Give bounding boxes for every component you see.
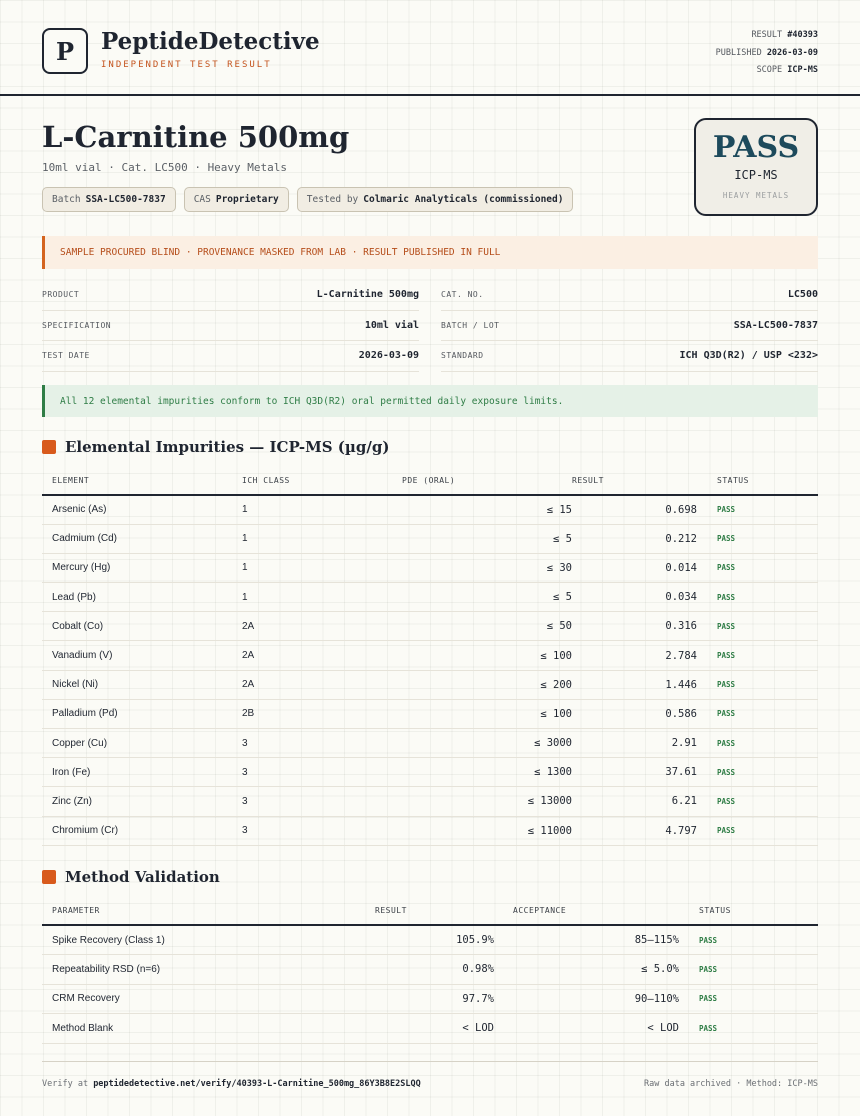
status-badge: PASS — [679, 984, 818, 1014]
table-row — [42, 583, 818, 612]
parameter-name: Spike Recovery (Class 1) — [42, 925, 302, 955]
pde-limit: ≤ 100 — [402, 699, 572, 728]
table-row — [42, 787, 818, 816]
pde-limit: ≤ 1300 — [402, 758, 572, 787]
acceptance-range: 85–115% — [494, 925, 679, 955]
verify-link[interactable]: peptidedetective.net/verify/40393-L-Carnitine_500mg_86Y3B8E2SLQQ — [93, 1078, 421, 1089]
conformance-banner: All 12 elemental impurities conform to ICH Q3D(R2) oral permitted daily exposure limits. — [42, 385, 818, 417]
table-row — [42, 495, 818, 524]
ich-class: 2B — [242, 699, 402, 728]
acceptance-range: ≤ 5.0% — [494, 955, 679, 985]
element-name: Cadmium (Cd) — [42, 524, 242, 553]
result-value: 1.446 — [572, 670, 697, 699]
element-name: Copper (Cu) — [42, 729, 242, 758]
chip-batch: Batch SSA-LC500-7837 — [42, 187, 176, 212]
table-row — [42, 925, 818, 955]
result-value: 2.91 — [572, 729, 697, 758]
pass-stamp — [694, 118, 818, 216]
table-row — [42, 553, 818, 582]
table-row — [42, 816, 818, 845]
ich-class: 3 — [242, 729, 402, 758]
pde-limit: ≤ 100 — [402, 641, 572, 670]
result-value: 6.21 — [572, 787, 697, 816]
chip-cas: CAS Proprietary — [184, 187, 289, 212]
table-row — [42, 670, 818, 699]
status-badge: PASS — [697, 495, 818, 524]
acceptance-range: 90–110% — [494, 984, 679, 1014]
ich-class: 2A — [242, 670, 402, 699]
pde-limit: ≤ 3000 — [402, 729, 572, 758]
table-row — [42, 729, 818, 758]
brand-tagline: INDEPENDENT TEST RESULT — [101, 60, 272, 70]
info-test-date: TEST DATE 2026-03-09 — [42, 341, 419, 372]
result-value: 0.586 — [572, 699, 697, 728]
status-badge: PASS — [697, 787, 818, 816]
status-badge: PASS — [697, 553, 818, 582]
result-value: 97.7% — [302, 984, 494, 1014]
table-row — [42, 641, 818, 670]
status-badge: PASS — [697, 729, 818, 758]
col-pde: PDE (ORAL) — [402, 466, 572, 495]
col-result: RESULT — [572, 466, 697, 495]
result-value: 0.014 — [572, 553, 697, 582]
col-parameter: PARAMETER — [42, 896, 302, 925]
section-marker-icon — [42, 440, 56, 454]
product-subtitle: 10ml vial · Cat. LC500 · Heavy Metals — [42, 161, 288, 174]
ich-class: 2A — [242, 641, 402, 670]
col-acceptance: ACCEPTANCE — [494, 896, 679, 925]
ich-class: 3 — [242, 758, 402, 787]
result-value: 0.98% — [302, 955, 494, 985]
table-row — [42, 699, 818, 728]
result-value: < LOD — [302, 1014, 494, 1044]
col-ich-class: ICH CLASS — [242, 466, 402, 495]
validation-table — [42, 896, 818, 1044]
pde-limit: ≤ 11000 — [402, 816, 572, 845]
element-name: Vanadium (V) — [42, 641, 242, 670]
info-specification: SPECIFICATION 10ml vial — [42, 311, 419, 342]
parameter-name: Repeatability RSD (n=6) — [42, 955, 302, 985]
result-value: 37.61 — [572, 758, 697, 787]
pde-limit: ≤ 15 — [402, 495, 572, 524]
pde-limit: ≤ 200 — [402, 670, 572, 699]
status-badge: PASS — [697, 641, 818, 670]
element-name: Chromium (Cr) — [42, 816, 242, 845]
acceptance-range: < LOD — [494, 1014, 679, 1044]
product-title: L-Carnitine 500mg — [42, 120, 350, 154]
ich-class: 1 — [242, 553, 402, 582]
element-name: Lead (Pb) — [42, 583, 242, 612]
parameter-name: CRM Recovery — [42, 984, 302, 1014]
validation-heading: Method Validation — [42, 868, 220, 886]
status-badge: PASS — [679, 955, 818, 985]
info-cat-no: CAT. NO. LC500 — [441, 280, 818, 311]
status-badge: PASS — [697, 816, 818, 845]
result-value: 4.797 — [572, 816, 697, 845]
info-product: PRODUCT L-Carnitine 500mg — [42, 280, 419, 311]
status-badge: PASS — [697, 670, 818, 699]
col-element: ELEMENT — [42, 466, 242, 495]
info-standard: STANDARD ICH Q3D(R2) / USP <232> — [441, 341, 818, 372]
table-row — [42, 758, 818, 787]
table-row — [42, 524, 818, 553]
status-badge: PASS — [679, 925, 818, 955]
impurities-table — [42, 466, 818, 846]
col-status: STATUS — [697, 466, 818, 495]
pde-limit: ≤ 30 — [402, 553, 572, 582]
element-name: Zinc (Zn) — [42, 787, 242, 816]
result-value: 0.698 — [572, 495, 697, 524]
info-grid — [42, 280, 818, 372]
impurities-heading: Elemental Impurities — ICP-MS (µg/g) — [42, 438, 389, 456]
result-value: 0.316 — [572, 612, 697, 641]
product-chips — [42, 187, 573, 212]
chip-tested-by: Tested by Colmaric Analyticals (commissioned) — [297, 187, 574, 212]
verify-line: Verify at peptidedetective.net/verify/40393-L-Carnitine_500mg_86Y3B8E2SLQQ — [42, 1078, 421, 1089]
section-marker-icon — [42, 870, 56, 884]
col-result: RESULT — [302, 896, 494, 925]
status-badge: PASS — [697, 583, 818, 612]
report-footer — [42, 1061, 818, 1105]
stamp-scope: HEAVY METALS — [722, 191, 790, 200]
archive-note: Raw data archived · Method: ICP-MS — [644, 1078, 818, 1089]
status-badge: PASS — [697, 524, 818, 553]
status-badge: PASS — [679, 1014, 818, 1044]
element-name: Arsenic (As) — [42, 495, 242, 524]
status-badge: PASS — [697, 699, 818, 728]
element-name: Palladium (Pd) — [42, 699, 242, 728]
element-name: Nickel (Ni) — [42, 670, 242, 699]
element-name: Mercury (Hg) — [42, 553, 242, 582]
published-date: PUBLISHED 2026-03-09 — [715, 47, 818, 58]
element-name: Cobalt (Co) — [42, 612, 242, 641]
stamp-verdict: PASS — [712, 130, 800, 165]
pde-limit: ≤ 13000 — [402, 787, 572, 816]
ich-class: 3 — [242, 787, 402, 816]
result-value: 0.034 — [572, 583, 697, 612]
table-row — [42, 955, 818, 985]
result-value: 105.9% — [302, 925, 494, 955]
pde-limit: ≤ 50 — [402, 612, 572, 641]
status-badge: PASS — [697, 612, 818, 641]
report-header — [0, 0, 860, 96]
ich-class: 3 — [242, 816, 402, 845]
brand-name: PeptideDetective — [101, 28, 320, 55]
brand-logo: P — [42, 28, 88, 74]
procurement-notice: SAMPLE PROCURED BLIND · PROVENANCE MASKED FROM LAB · RESULT PUBLISHED IN FULL — [42, 236, 818, 269]
info-batch-lot: BATCH / LOT SSA-LC500-7837 — [441, 311, 818, 342]
ich-class: 1 — [242, 495, 402, 524]
table-row — [42, 1014, 818, 1044]
ich-class: 1 — [242, 524, 402, 553]
result-id: RESULT #40393 — [751, 30, 818, 40]
stamp-method: ICP-MS — [734, 168, 778, 182]
report-meta — [716, 27, 818, 80]
col-status: STATUS — [679, 896, 818, 925]
status-badge: PASS — [697, 758, 818, 787]
element-name: Iron (Fe) — [42, 758, 242, 787]
result-value: 0.212 — [572, 524, 697, 553]
table-row — [42, 612, 818, 641]
parameter-name: Method Blank — [42, 1014, 302, 1044]
result-value: 2.784 — [572, 641, 697, 670]
ich-class: 2A — [242, 612, 402, 641]
scope: SCOPE ICP-MS — [756, 65, 818, 75]
pde-limit: ≤ 5 — [402, 583, 572, 612]
ich-class: 1 — [242, 583, 402, 612]
table-row — [42, 984, 818, 1014]
pde-limit: ≤ 5 — [402, 524, 572, 553]
